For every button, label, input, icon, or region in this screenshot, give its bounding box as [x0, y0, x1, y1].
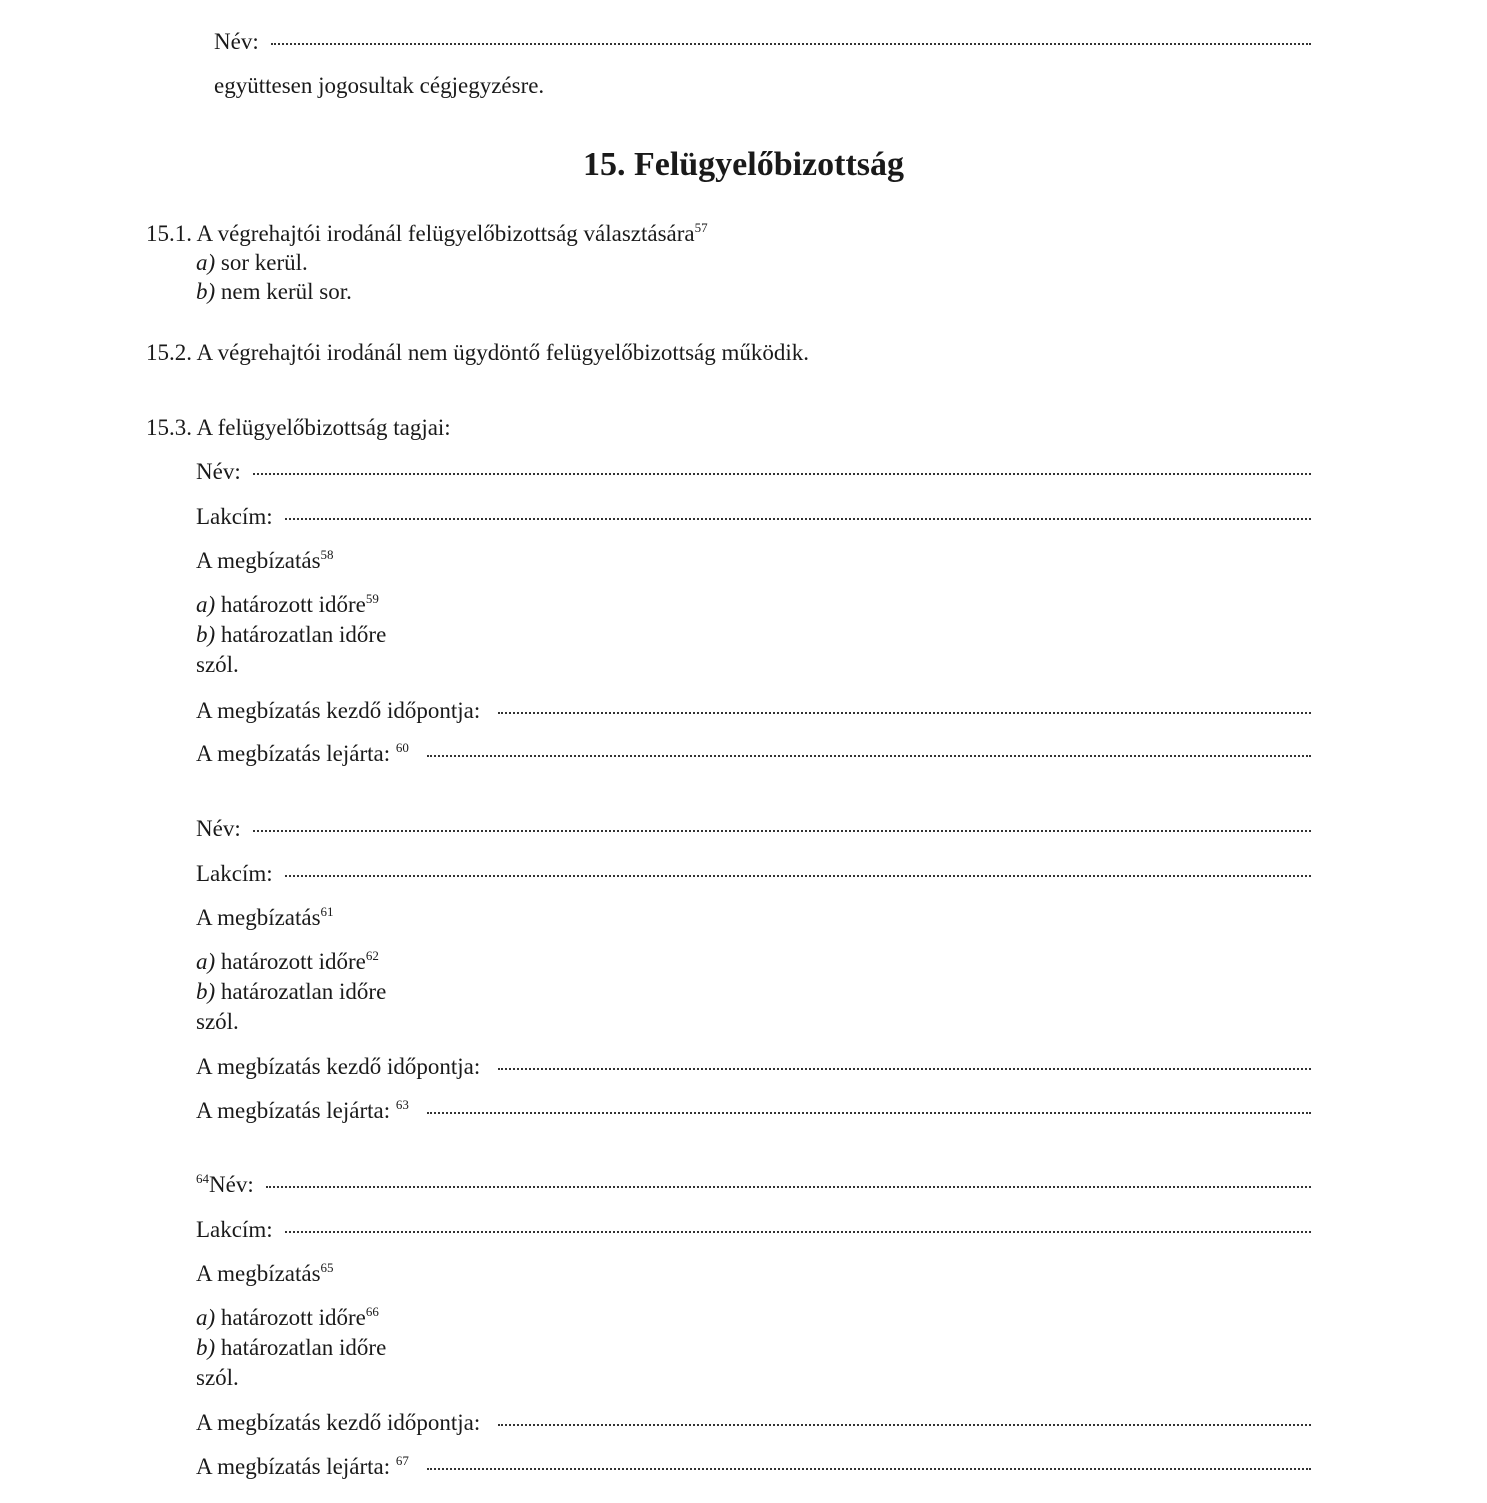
- footnote-ref: 60: [395, 740, 409, 755]
- footnote-ref: 66: [365, 1304, 379, 1319]
- section-title: 15. Felügyelőbizottság: [582, 146, 905, 183]
- member-name-field: Név:: [196, 458, 1311, 486]
- mandate-label: A megbízatás$^{58}$: [196, 547, 334, 573]
- member-address-field: Lakcím:: [196, 503, 1311, 531]
- paragraph-15-2: 15.2. A végrehajtói irodánál nem ügydöntő felügyelőbizottság működik.: [146, 340, 810, 365]
- mandate-end-field: A megbízatás lejárta: $^{60}$: [196, 740, 1311, 768]
- mandate-end-field: A megbízatás lejárta: $^{67}$: [196, 1453, 1311, 1481]
- mandate-end-field: A megbízatás lejárta: $^{63}$: [196, 1097, 1311, 1125]
- footnote-ref: 57: [694, 220, 708, 235]
- dotted-line: [271, 43, 1311, 45]
- option-a: a) sor kerül.: [196, 250, 308, 275]
- footnote-ref: 61: [320, 904, 334, 919]
- footnote-ref: 59: [365, 591, 379, 606]
- szol-text: szól.: [196, 1009, 239, 1034]
- dotted-line: [427, 755, 1311, 757]
- paragraph-15-1: 15.1. A végrehajtói irodánál felügyelőbizottság választására$^{57}$: [146, 220, 708, 246]
- mandate-start-field: A megbízatás kezdő időpontja:: [196, 1409, 1311, 1437]
- top-name-field: [214, 28, 1311, 56]
- footnote-ref: 65: [320, 1260, 334, 1275]
- name-label: Név:: [214, 29, 259, 54]
- dotted-line: [266, 1186, 1311, 1188]
- member-address-field: Lakcím:: [196, 1216, 1311, 1244]
- mandate-start-field: A megbízatás kezdő időpontja:: [196, 697, 1311, 725]
- footnote-ref: 58: [320, 547, 334, 562]
- option-b: b) nem kerül sor.: [196, 279, 352, 304]
- dotted-line: [498, 712, 1311, 714]
- mandate-label: A megbízatás$^{65}$: [196, 1260, 334, 1286]
- member-name-field: Név:: [196, 815, 1311, 843]
- footnote-ref: 63: [395, 1097, 409, 1112]
- option-indefinite: b) határozatlan időre: [196, 979, 387, 1004]
- option-indefinite: b) határozatlan időre: [196, 1335, 387, 1360]
- dotted-line: [285, 518, 1311, 520]
- szol-text: szól.: [196, 652, 239, 677]
- dotted-line: [498, 1068, 1311, 1070]
- footnote-ref: 67: [395, 1453, 409, 1468]
- option-fixed-term: a) határozott időre$^{59}$: [196, 591, 379, 617]
- dotted-line: [427, 1112, 1311, 1114]
- footnote-ref: 62: [365, 948, 379, 963]
- option-fixed-term: a) határozott időre$^{62}$: [196, 948, 379, 974]
- dotted-line: [498, 1424, 1311, 1426]
- mandate-label: A megbízatás$^{61}$: [196, 904, 334, 930]
- dotted-line: [253, 473, 1311, 475]
- dotted-line: [285, 1231, 1311, 1233]
- member-address-field: Lakcím:: [196, 860, 1311, 888]
- footnote-ref: 64: [196, 1171, 209, 1186]
- dotted-line: [427, 1468, 1311, 1470]
- dotted-line: [253, 830, 1311, 832]
- paragraph-15-3: 15.3. A felügyelőbizottság tagjai:: [146, 415, 451, 440]
- joint-signing-sentence: együttesen jogosultak cégjegyzésre.: [214, 73, 545, 98]
- dotted-line: [285, 875, 1311, 877]
- option-indefinite: b) határozatlan időre: [196, 622, 387, 647]
- option-fixed-term: a) határozott időre$^{66}$: [196, 1304, 379, 1330]
- szol-text: szól.: [196, 1365, 239, 1390]
- mandate-start-field: A megbízatás kezdő időpontja:: [196, 1053, 1311, 1081]
- member-name-field: $^{64}$Név:: [196, 1171, 1311, 1199]
